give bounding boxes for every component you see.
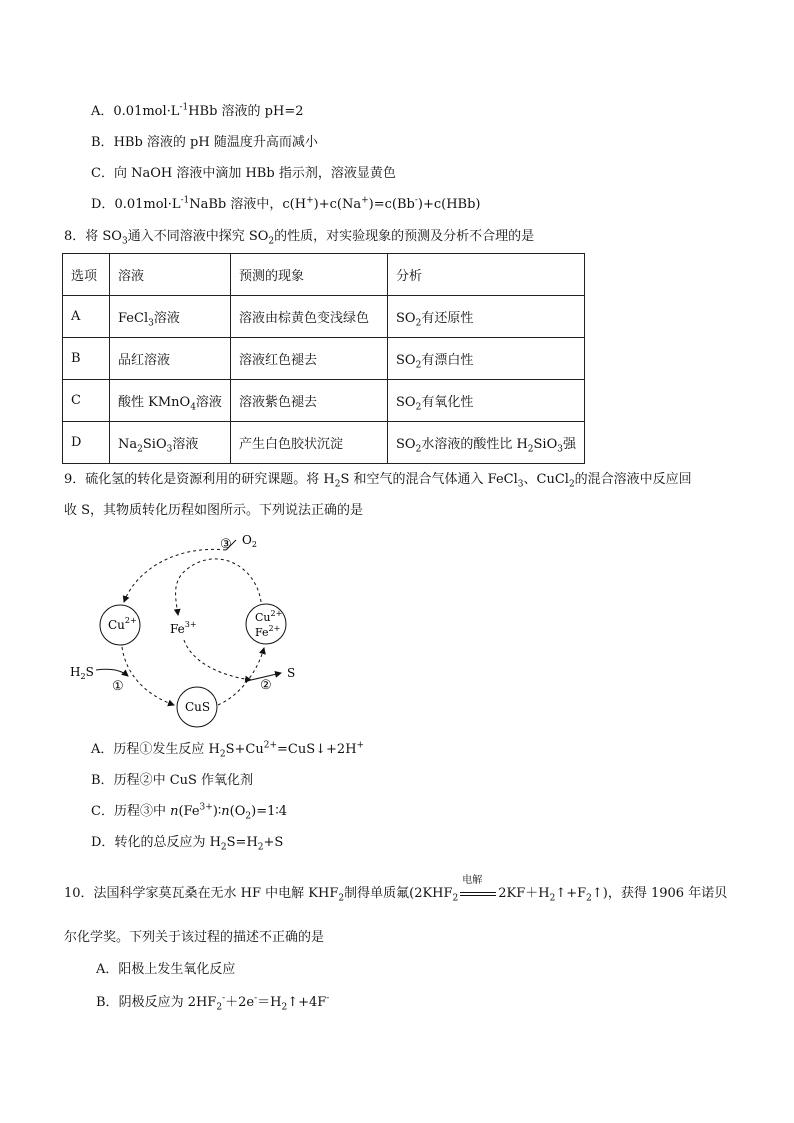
o2-label: $O_2$ [242,533,257,549]
q8-table [62,253,585,464]
step-3-label: ③ [220,537,232,552]
q7-option-a: A．$0.01mol\cdot L^{-1}HBb$ 溶液的 pH=2 [91,102,304,119]
observation-cell: 溶液红色褪去 [231,338,388,380]
q7-option-d: D．$0.01mol\cdot L^{-1}NaBb$ 溶液中，c(H+)+c(Na+)=c(Bb-)+c(HBb) [91,195,481,212]
q8-stem: 8．将 $SO_3$通入不同溶液中探究 $SO_2$的性质，对实验现象的预测及分析不合理的是 [64,229,535,247]
conversion-diagram [66,530,326,735]
option-cell: A [63,296,110,338]
analysis-cell: $SO_2$有漂白性 [388,338,585,380]
arrow-to-fe3 [176,559,261,615]
cus-label: CuS [185,700,211,714]
s-label: S [287,666,296,680]
table-header-row [63,254,585,296]
cu-label: $Cu^{2+}$ [108,616,137,632]
header-cell: 溶液 [110,254,231,296]
arrow-to-cu [124,549,226,602]
q9-stem-line2: 收 S，其物质转化历程如图所示。下列说法正确的是 [64,503,364,518]
q9-stem-line1: 9．硫化氢的转化是资源利用的研究课题。将 $H_2S$ 和空气的混合气体通入 FeCl$_3$、CuCl$_2$的混合溶液中反应回 [64,472,692,490]
arrow-to-cus [122,647,174,705]
analysis-cell: $SO_2$有氧化性 [388,380,585,422]
h2s-label: $H_2S$ [70,665,94,681]
cu2-label: $Cu^{2+}$ [255,609,283,624]
table-row [63,338,585,380]
header-cell: 分析 [388,254,585,296]
arrow-to-cu-fe [218,648,264,705]
option-cell: C [63,380,110,422]
q10-option-a: A．阳极上发生氧化反应 [96,962,236,977]
q10-stem-line2: 尔化学奖。下列关于该过程的描述不正确的是 [64,930,325,945]
q9-option-d: D．转化的总反应为 $H_2S=H_2+S$ [91,835,284,853]
q7-option-b: B．HBb 溶液的 pH 随温度升高而减小 [91,135,318,150]
table-row [63,380,585,422]
q9-option-a: A．历程①发生反应 $H_2S+Cu^{2+}=CuS↓+2H^+$ [91,740,365,760]
header-cell: 选项 [63,254,110,296]
q10-option-b: B．阴极反应为 $2HF_2^-+2e^-=H_2↑+4F^-$ [96,993,330,1013]
arrow-h2s-in [96,669,128,676]
observation-cell: 产生白色胶状沉淀 [231,422,388,464]
electrolysis-arrow: 电解 [458,886,498,902]
observation-cell: 溶液紫色褪去 [231,380,388,422]
solution-cell: 品红溶液 [110,338,231,380]
fe2-label: $Fe^{2+}$ [255,624,281,639]
table-row [63,296,585,338]
step-1-label: ① [112,679,124,694]
option-cell: D [63,422,110,464]
analysis-cell: $SO_2$水溶液的酸性比 $H_2SiO_3$强 [388,422,585,464]
solution-cell: FeCl$_3$溶液 [110,296,231,338]
option-cell: B [63,338,110,380]
q9-option-c: C．历程③中 $n(Fe^{3+})∶n(O_2)=1∶4$ [91,802,288,822]
q7-option-c: C．向 NaOH 溶液中滴加 HBb 指示剂，溶液显黄色 [91,166,396,181]
observation-cell: 溶液由棕黄色变浅绿色 [231,296,388,338]
analysis-cell: $SO_2$有还原性 [388,296,585,338]
header-cell: 预测的现象 [231,254,388,296]
arrow-fe3-down [184,640,251,680]
step-2-label: ② [260,678,272,693]
q10-stem-line1: 10．法国科学家莫瓦桑在无水 HF 中电解 $KHF_2$制得单质氟($2KHF_2$ 电解 $2KF+H_2↑+F_2↑$)，获得 1906 年诺贝 [64,875,728,904]
solution-cell: $Na_2SiO_3$溶液 [110,422,231,464]
table-row [63,422,585,464]
fe3-label: $Fe^{3+}$ [170,620,197,636]
q9-option-b: B．历程②中 CuS 作氧化剂 [91,773,254,788]
solution-cell: 酸性 KMnO$_4$溶液 [110,380,231,422]
